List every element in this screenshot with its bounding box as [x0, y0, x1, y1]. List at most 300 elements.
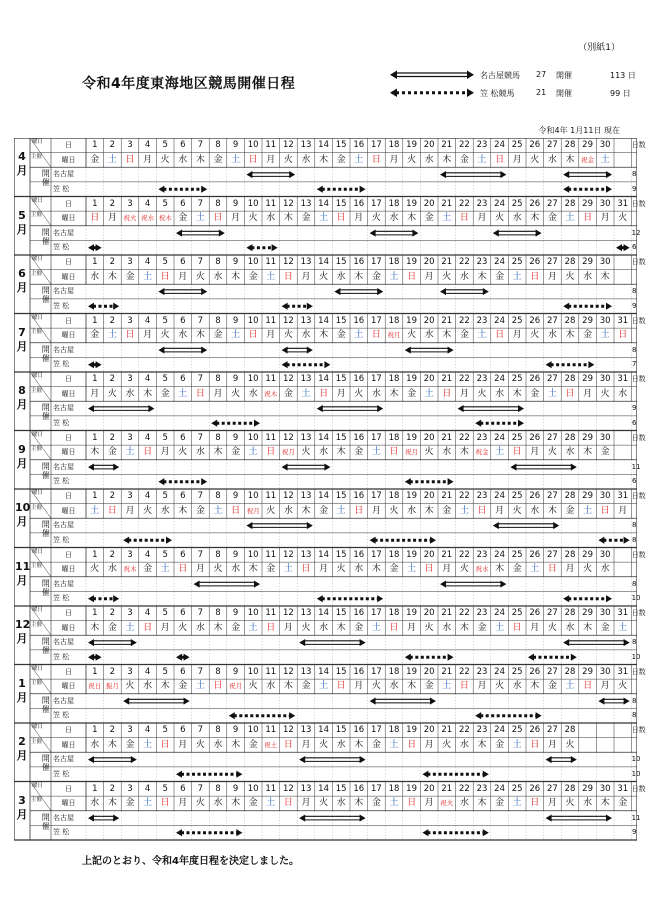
nagoya-days-count: 10 [631, 755, 641, 764]
row-label-kasamatsu: 笠 松 [53, 535, 70, 544]
row-label-nagoya: 名古屋 [53, 638, 74, 647]
day-number: 10 [247, 374, 259, 384]
row-label-kasamatsu: 笠 松 [53, 301, 70, 310]
row-label-weekday: 曜日 [61, 623, 76, 632]
day-number: 1 [92, 374, 98, 384]
month-label: 12月 [15, 618, 31, 645]
day-number: 11 [265, 257, 277, 267]
day-number: 27 [546, 666, 558, 677]
day-number: 14 [318, 725, 329, 735]
row-label-nagoya: 名古屋 [53, 521, 74, 530]
row-label-kasamatsu: 笠 松 [53, 477, 70, 486]
weekday-cell: 火 [283, 154, 293, 165]
month-label: 8月 [16, 384, 28, 411]
kasamatsu-race-period-arrow [563, 595, 612, 602]
days-count-header: 日数 [631, 433, 646, 442]
day-number: 31 [617, 315, 629, 326]
days-count-header: 日数 [631, 609, 646, 617]
weekday-cell: 祝木 [123, 565, 137, 574]
day-number: 19 [406, 725, 417, 735]
header-corner-top: 曜日 [32, 314, 44, 321]
header-corner-bottom: 主催 [31, 387, 43, 394]
day-number: 24 [494, 725, 505, 735]
weekday-cell: 祝月 [387, 331, 401, 340]
day-number: 26 [529, 140, 541, 150]
header-corner-bottom: 主催 [31, 153, 43, 160]
weekday-cell: 金 [547, 681, 557, 692]
nagoya-race-period-arrow [246, 171, 295, 178]
weekday-cell: 土 [459, 505, 469, 516]
weekday-cell: 火 [371, 681, 381, 692]
weekday-cell: 水 [301, 154, 311, 165]
day-number: 25 [511, 374, 523, 384]
weekday-cell: 月 [459, 388, 469, 399]
day-number: 21 [441, 198, 453, 209]
row-label-kasamatsu: 笠 松 [53, 184, 70, 193]
day-number: 25 [511, 257, 523, 267]
weekday-cell: 木 [160, 681, 170, 692]
day-number: 27 [546, 257, 558, 267]
day-number: 28 [564, 783, 576, 794]
footer-note: 上記のとおり、令和4年度日程を決定しました。 [82, 856, 299, 867]
days-count-header: 日数 [631, 726, 646, 734]
weekday-cell: 水 [512, 681, 522, 692]
weekday-cell: 木 [213, 622, 223, 633]
day-number: 5 [162, 491, 168, 501]
row-label-kaisai: 開催 [41, 461, 51, 480]
weekday-cell: 水 [530, 505, 540, 516]
day-number: 14 [318, 198, 329, 209]
day-number: 23 [476, 432, 488, 443]
weekday-cell: 水 [618, 388, 628, 399]
weekday-cell: 月 [213, 388, 223, 399]
weekday-cell: 土 [565, 213, 575, 224]
kasamatsu-days-count: 10 [631, 652, 641, 661]
day-number: 11 [265, 374, 277, 384]
day-number: 4 [144, 725, 151, 735]
weekday-cell: 水 [90, 271, 100, 282]
weekday-cell: 水 [160, 505, 170, 516]
month-label: 1月 [16, 676, 28, 704]
weekday-cell: 金 [125, 798, 135, 809]
weekday-cell: 火 [407, 330, 417, 341]
row-label-kaisai: 開催 [41, 286, 51, 305]
day-number: 2 [109, 257, 116, 267]
weekday-cell: 木 [336, 622, 346, 633]
days-count-header: 日数 [631, 258, 646, 266]
weekday-cell: 金 [283, 388, 293, 399]
weekday-cell: 月 [424, 271, 434, 282]
weekday-cell: 金 [178, 681, 188, 692]
day-number: 25 [511, 725, 523, 735]
weekday-cell: 金 [213, 154, 223, 165]
weekday-cell: 土 [143, 739, 153, 750]
day-number: 29 [582, 549, 593, 560]
day-number: 24 [494, 491, 505, 501]
day-number: 3 [127, 666, 133, 677]
weekday-cell: 日 [301, 564, 311, 575]
weekday-cell: 月 [618, 505, 628, 516]
day-number: 4 [144, 374, 151, 384]
kasamatsu-race-period-arrow [158, 186, 207, 193]
weekday-cell: 土 [407, 564, 417, 575]
day-number: 16 [353, 725, 365, 735]
weekday-cell: 木 [565, 330, 575, 341]
day-number: 2 [109, 198, 116, 209]
day-number: 2 [109, 783, 116, 794]
day-number: 15 [335, 725, 347, 735]
weekday-cell: 日 [143, 447, 153, 458]
day-number: 18 [388, 315, 400, 326]
weekday-cell: 火 [565, 798, 575, 809]
weekday-cell: 月 [125, 505, 135, 516]
day-number: 8 [215, 783, 221, 794]
kasamatsu-race-period-arrow [88, 361, 102, 368]
nagoya-race-period-arrow [158, 288, 207, 295]
day-number: 25 [511, 198, 523, 209]
day-number: 3 [127, 140, 133, 150]
day-number: 12 [282, 432, 294, 443]
day-number: 7 [197, 491, 204, 501]
day-number: 10 [247, 549, 259, 560]
day-number: 26 [529, 608, 541, 618]
weekday-cell: 日 [459, 681, 469, 692]
day-number: 28 [564, 725, 576, 735]
row-label-kasamatsu: 笠 松 [53, 243, 70, 252]
weekday-cell: 金 [195, 505, 205, 516]
nagoya-days-count: 8 [632, 287, 637, 296]
weekday-cell: 土 [266, 271, 276, 282]
weekday-cell: 日 [90, 213, 100, 224]
weekday-cell: 水 [90, 798, 100, 809]
weekday-cell: 金 [125, 739, 135, 750]
day-number: 19 [406, 491, 417, 501]
day-number: 2 [109, 725, 116, 735]
day-number: 12 [282, 374, 294, 384]
weekday-cell: 水 [125, 388, 135, 399]
weekday-cell: 日 [283, 271, 293, 282]
legend-kasamatsu-total: 99 日 [610, 89, 631, 98]
weekday-cell: 月 [371, 505, 381, 516]
day-number: 1 [92, 140, 98, 150]
days-count-header: 日数 [631, 316, 646, 325]
row-label-nagoya: 名古屋 [53, 345, 74, 354]
day-number: 29 [582, 257, 593, 267]
row-label-day: 日 [65, 199, 72, 208]
kasamatsu-days-count: 6 [632, 418, 637, 427]
weekday-cell: 金 [547, 213, 557, 224]
day-number: 24 [494, 140, 505, 150]
weekday-cell: 土 [266, 798, 276, 809]
day-number: 9 [232, 725, 239, 735]
weekday-cell: 水 [231, 564, 241, 575]
weekday-cell: 水 [143, 681, 153, 692]
weekday-cell: 木 [354, 739, 364, 750]
day-number: 10 [247, 725, 259, 735]
day-number: 7 [197, 725, 204, 735]
day-number: 1 [92, 491, 98, 501]
weekday-cell: 月 [90, 388, 100, 399]
day-number: 19 [406, 783, 417, 794]
day-number: 26 [529, 783, 541, 794]
day-number: 29 [582, 783, 593, 794]
weekday-cell: 金 [442, 505, 452, 516]
day-number: 6 [180, 549, 186, 560]
weekday-cell: 木 [319, 154, 329, 165]
weekday-cell: 木 [547, 505, 557, 516]
weekday-cell: 祝月 [281, 448, 295, 457]
weekday-cell: 水 [565, 622, 575, 633]
weekday-cell: 水 [371, 388, 381, 399]
header-corner-top: 曜日 [32, 548, 44, 555]
day-number: 18 [388, 725, 400, 735]
kasamatsu-race-period-arrow [563, 303, 612, 310]
weekday-cell: 水 [319, 447, 329, 458]
day-number: 9 [232, 666, 239, 677]
kasamatsu-race-period-arrow [282, 361, 331, 368]
day-number: 29 [582, 608, 593, 618]
day-number: 5 [162, 549, 168, 560]
weekday-cell: 火 [530, 154, 540, 165]
day-number: 6 [180, 257, 186, 267]
weekday-cell: 木 [107, 798, 117, 809]
kasamatsu-days-count: 6 [632, 477, 637, 486]
days-count-header: 日数 [631, 375, 646, 383]
weekday-cell: 日 [283, 798, 293, 809]
kasamatsu-race-period-arrow [546, 361, 595, 368]
row-label-weekday: 曜日 [61, 448, 76, 457]
day-number: 20 [423, 608, 435, 618]
day-number: 17 [370, 140, 382, 150]
day-number: 28 [564, 549, 576, 560]
row-label-kasamatsu: 笠 松 [53, 418, 70, 427]
weekday-cell: 水 [213, 271, 223, 282]
weekday-cell: 月 [178, 271, 188, 282]
weekday-cell: 火 [389, 505, 399, 516]
header-corner-bottom: 主催 [31, 270, 43, 277]
weekday-cell: 水 [248, 388, 258, 399]
weekday-cell: 金 [248, 739, 258, 750]
weekday-cell: 火 [283, 330, 293, 341]
weekday-cell: 土 [477, 330, 487, 341]
nagoya-race-period-arrow [158, 346, 207, 353]
legend-nagoya-name: 名古屋競馬 [480, 71, 520, 80]
day-number: 29 [582, 374, 593, 384]
day-number: 23 [476, 198, 488, 209]
weekday-cell: 火 [319, 271, 329, 282]
weekday-cell: 火 [125, 681, 135, 692]
weekday-cell: 日 [107, 505, 117, 516]
row-label-kaisai: 開催 [41, 520, 51, 539]
weekday-cell: 木 [283, 681, 293, 692]
kasamatsu-race-period-arrow [475, 420, 524, 427]
day-number: 25 [511, 608, 523, 618]
day-number: 9 [232, 257, 239, 267]
weekday-cell: 水 [512, 213, 522, 224]
weekday-cell: 火 [248, 213, 258, 224]
day-number: 11 [265, 608, 277, 618]
weekday-cell: 水 [213, 739, 223, 750]
day-number: 8 [215, 257, 221, 267]
day-number: 11 [265, 491, 277, 501]
header-corner-top: 曜日 [32, 139, 44, 145]
day-number: 13 [300, 549, 312, 560]
day-number: 15 [335, 666, 347, 677]
days-count-header: 日数 [631, 550, 646, 559]
legend-kasamatsu-days: 21 [536, 88, 547, 97]
day-number: 31 [617, 374, 629, 384]
day-number: 14 [318, 140, 329, 150]
day-number: 30 [599, 315, 611, 326]
day-number: 15 [335, 549, 347, 560]
day-number: 9 [232, 432, 239, 443]
row-label-kasamatsu: 笠 松 [53, 769, 70, 778]
weekday-cell: 水 [319, 622, 329, 633]
row-label-weekday: 曜日 [61, 565, 76, 574]
day-number: 3 [127, 257, 133, 267]
day-number: 7 [197, 608, 204, 618]
month-label: 2月 [16, 735, 28, 762]
day-number: 6 [180, 140, 186, 150]
weekday-cell: 土 [107, 330, 117, 341]
row-label-day: 日 [65, 433, 72, 442]
day-number: 6 [180, 783, 186, 794]
day-number: 24 [494, 608, 505, 618]
weekday-cell: 土 [530, 564, 540, 575]
weekday-cell: 木 [477, 739, 487, 750]
row-label-kasamatsu: 笠 松 [53, 828, 70, 837]
weekday-cell: 土 [248, 622, 258, 633]
weekday-cell: 日 [336, 213, 346, 224]
month-label: 7月 [16, 325, 28, 353]
day-number: 19 [406, 315, 417, 326]
weekday-cell: 木 [583, 447, 593, 458]
kasamatsu-race-period-arrow [176, 654, 190, 661]
day-number: 17 [370, 374, 382, 384]
day-number: 26 [529, 257, 541, 267]
weekday-cell: 金 [565, 505, 575, 516]
weekday-cell: 土 [389, 271, 399, 282]
weekday-cell: 日 [371, 154, 381, 165]
day-number: 29 [582, 666, 593, 677]
weekday-cell: 木 [354, 798, 364, 809]
weekday-cell: 火 [512, 505, 522, 516]
row-label-day: 日 [65, 667, 72, 676]
weekday-cell: 水 [565, 447, 575, 458]
day-number: 11 [265, 549, 277, 560]
legend-kasamatsu-label: 開催 [556, 89, 572, 98]
weekday-cell: 木 [389, 388, 399, 399]
weekday-cell: 金 [371, 798, 381, 809]
day-number: 8 [215, 315, 221, 326]
row-label-weekday: 曜日 [61, 740, 76, 749]
weekday-cell: 月 [160, 447, 170, 458]
day-number: 12 [282, 725, 294, 735]
weekday-cell: 火 [248, 681, 258, 692]
days-count-header: 日数 [631, 492, 646, 500]
day-number: 27 [546, 198, 558, 209]
days-count-header: 日数 [631, 141, 646, 149]
day-number: 20 [423, 549, 435, 560]
day-number: 24 [494, 432, 505, 443]
day-number: 10 [247, 666, 259, 677]
header-corner-bottom: 主催 [31, 504, 43, 511]
kasamatsu-race-period-arrow [317, 186, 366, 193]
day-number: 6 [180, 725, 186, 735]
day-number: 10 [247, 315, 259, 326]
row-label-weekday: 曜日 [61, 214, 76, 223]
row-label-nagoya: 名古屋 [53, 813, 74, 822]
header-corner-bottom: 主催 [31, 329, 43, 336]
weekday-cell: 金 [477, 622, 487, 633]
weekday-cell: 日 [530, 271, 540, 282]
day-number: 17 [370, 725, 382, 735]
day-number: 3 [127, 725, 133, 735]
weekday-cell: 日 [565, 388, 575, 399]
weekday-cell: 水 [583, 271, 593, 282]
day-number: 21 [441, 608, 453, 618]
day-number: 29 [582, 315, 593, 326]
weekday-cell: 日 [248, 330, 258, 341]
day-number: 8 [215, 491, 221, 501]
row-label-day: 日 [65, 492, 72, 500]
row-label-kasamatsu: 笠 松 [53, 360, 70, 369]
nagoya-days-count: 8 [632, 170, 637, 179]
weekday-cell: 木 [301, 505, 311, 516]
weekday-cell: 金 [354, 447, 364, 458]
weekday-cell: 水 [424, 330, 434, 341]
kasamatsu-days-count: 9 [632, 828, 637, 837]
day-number: 31 [617, 666, 629, 677]
weekday-cell: 火 [618, 681, 628, 692]
weekday-cell: 木 [583, 622, 593, 633]
weekday-cell: 火 [160, 330, 170, 341]
nagoya-days-count: 9 [632, 404, 637, 413]
row-label-weekday: 曜日 [61, 389, 76, 398]
day-number: 4 [144, 257, 151, 267]
day-number: 6 [180, 315, 186, 326]
weekday-cell: 金 [389, 564, 399, 575]
weekday-cell: 木 [107, 739, 117, 750]
kasamatsu-race-period-arrow [616, 244, 630, 251]
weekday-cell: 木 [283, 213, 293, 224]
weekday-cell: 火 [459, 564, 469, 575]
weekday-cell: 祝木 [158, 214, 172, 223]
header-corner-bottom: 主催 [31, 563, 43, 570]
header-corner-top: 曜日 [32, 665, 44, 672]
weekday-cell: 木 [442, 154, 452, 165]
day-number: 7 [197, 257, 204, 267]
weekday-cell: 月 [354, 213, 364, 224]
row-label-kaisai: 開催 [41, 695, 51, 714]
day-number: 31 [617, 198, 629, 209]
weekday-cell: 月 [530, 447, 540, 458]
weekday-cell: 木 [90, 622, 100, 633]
day-number: 28 [564, 432, 576, 443]
weekday-cell: 火 [178, 447, 188, 458]
weekday-cell: 土 [125, 447, 135, 458]
weekday-cell: 土 [143, 798, 153, 809]
weekday-cell: 金 [160, 388, 170, 399]
weekday-cell: 土 [371, 622, 381, 633]
row-label-weekday: 曜日 [61, 155, 76, 164]
day-number: 29 [582, 198, 593, 209]
weekday-cell: 月 [600, 213, 610, 224]
weekday-cell: 日 [266, 447, 276, 458]
nagoya-race-period-arrow [334, 288, 383, 295]
weekday-cell: 日 [459, 213, 469, 224]
day-number: 21 [441, 432, 453, 443]
